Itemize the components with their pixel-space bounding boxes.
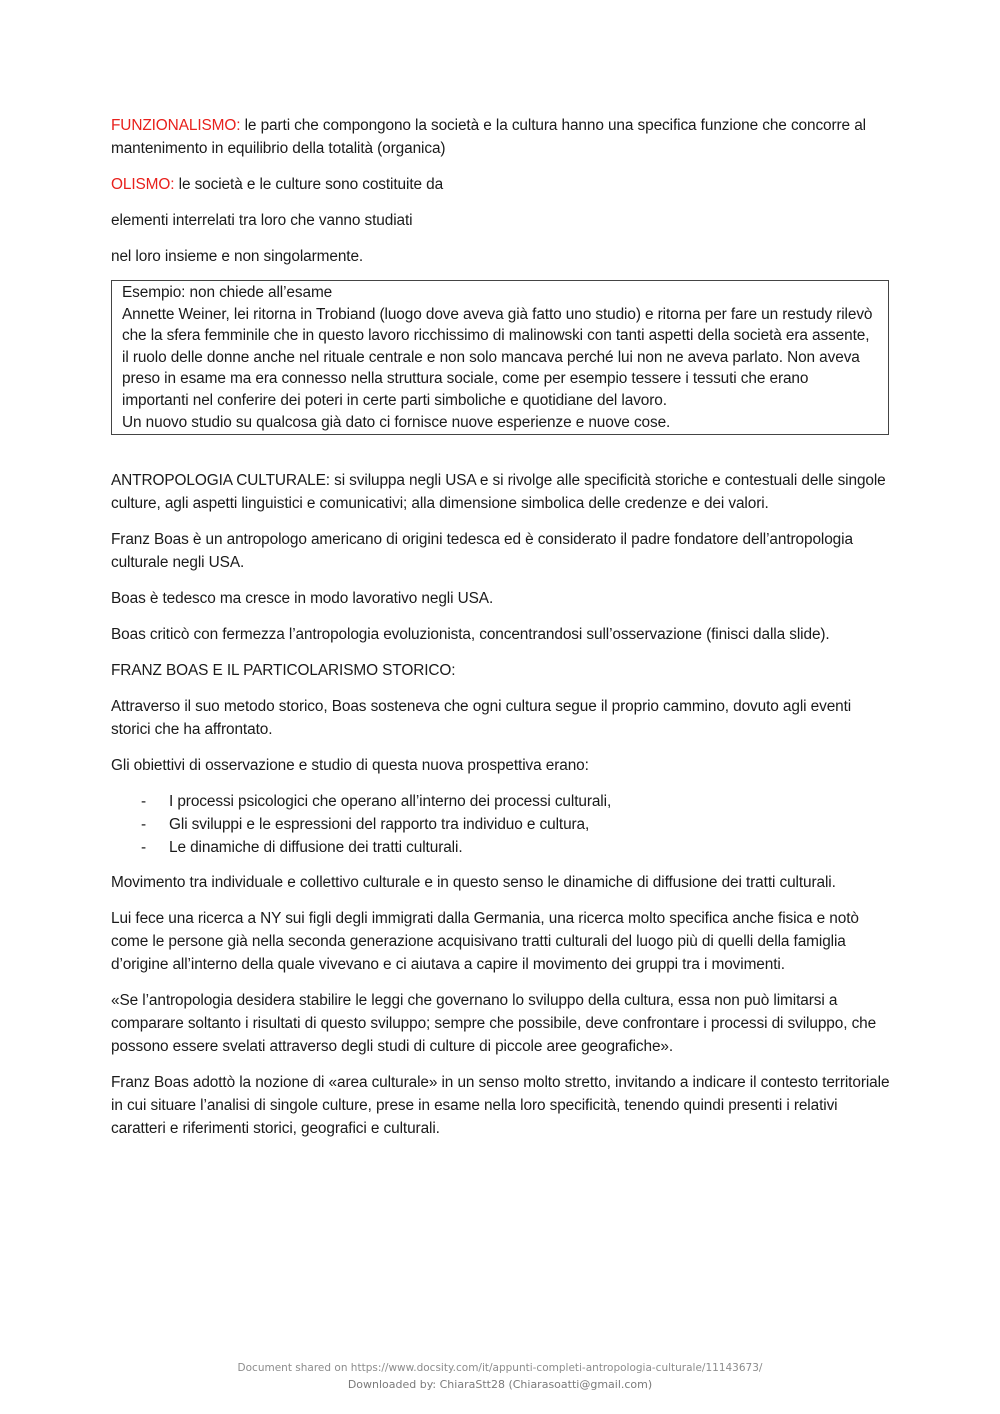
olismo-line-3: nel loro insieme e non singolarmente. xyxy=(111,248,364,265)
paragraph-metodo-storico: Attraverso il suo metodo storico, Boas sosteneva che ogni cultura segue il proprio cammino, dovuto agli eventi storici che ha affrontato. xyxy=(111,698,852,739)
example-box-heading: Esempio: non chiede all’esame xyxy=(122,284,333,301)
example-box-conclusion: Un nuovo studio su qualcosa già dato ci fornisce nuove esperienze e nuove cose. xyxy=(122,413,671,431)
paragraph-ricerca-ny: Lui fece una ricerca a NY sui figli degli immigrati dalla Germania, una ricerca molto specifica anche fisica e notò come le persone già nella seconda generazione acquisivano tratti culturali del luogo più di quelli della famiglia d’origine all’interno della quale vivevano e ci aiutava a capire il movimento dei gruppi tra i movimenti. xyxy=(111,910,859,974)
funzionalismo-paragraph xyxy=(111,114,891,160)
document-page xyxy=(111,114,891,1153)
paragraph-citazione: «Se l’antropologia desidera stabilire le leggi che governano lo sviluppo della cultura, essa non può limitarsi a comparare soltanto i risultati di questo sviluppo; sempre che possibile, deve confrontare i processi di sviluppo, che possono essere svelati attraverso degli studi di culture di piccole aree geografiche». xyxy=(111,992,877,1056)
olismo-line-2: elementi interrelati tra loro che vanno studiati xyxy=(111,212,413,229)
paragraph-boas-tedesco: Boas è tedesco ma cresce in modo lavorativo negli USA. xyxy=(111,590,494,608)
paragraph-movimento: Movimento tra individuale e collettivo culturale e in questo senso le dinamiche di diffusione dei tratti culturali. xyxy=(111,874,836,892)
example-box xyxy=(111,280,889,435)
example-box-body: Annette Weiner, lei ritorna in Trobiand (luogo dove aveva già fatto uno studio) e ritorna per fare un restudy rilevò che la sfera femminile che in questo lavoro ricchissimo di malinowski con tanti aspetti della società era assente, il ruolo delle donne anche nel rituale centrale e non solo mancava perché lui non ne aveva parlato. Non aveva preso in esame ma era connesso nella struttura sociale, come per esempio tessere i tessuti che erano importanti nel conferire dei poteri in certe parti simboliche e quotidiane del lavoro. xyxy=(122,305,873,409)
funzionalismo-term: FUNZIONALISMO: xyxy=(111,117,241,134)
footer-downloaded-by: Downloaded by: ChiaraStt28 (Chiarasoatti@gmail.com) xyxy=(347,1378,653,1391)
olismo-text: le società e le culture sono costituite da xyxy=(174,176,444,193)
paragraph-obiettivi: Gli obiettivi di osservazione e studio di questa nuova prospettiva erano: xyxy=(111,757,589,775)
funzionalismo-text: le parti che compongono la società e la cultura hanno una specifica funzione che concorre al mantenimento in equilibrio della totalità (organica) xyxy=(111,117,866,157)
objectives-list xyxy=(111,790,891,859)
list-item: - I processi psicologici che operano all’interno dei processi culturali, xyxy=(141,790,891,813)
olismo-paragraph xyxy=(111,173,891,196)
list-item: - Gli sviluppi e le espressioni del rapporto tra individuo e cultura, xyxy=(141,813,891,836)
paragraph-franz-boas: Franz Boas è un antropologo americano di origini tedesca ed è considerato il padre fondatore dell’antropologia culturale negli USA. xyxy=(111,531,853,572)
paragraph-area-culturale: Franz Boas adottò la nozione di «area culturale» in un senso molto stretto, invitando a indicare il contesto territoriale in cui situare l’analisi di singole culture, prese in esame nella loro specificità, tenendo quindi presenti i relativi caratteri e riferimenti storici, geografici e culturali. xyxy=(111,1074,890,1138)
paragraph-antropologia-culturale: ANTROPOLOGIA CULTURALE: si sviluppa negli USA e si rivolge alle specificità storiche e contestuali delle singole culture, agli aspetti linguistici e comunicativi; alla dimensione simbolica delle credenze e dei valori. xyxy=(111,472,886,513)
olismo-term: OLISMO: xyxy=(111,176,175,193)
paragraph-boas-critica: Boas criticò con fermezza l’antropologia evoluzionista, concentrandosi sull’osservazione (finisci dalla slide). xyxy=(111,626,830,644)
list-item: - Le dinamiche di diffusione dei tratti culturali. xyxy=(141,836,891,859)
section-heading-particolarismo: FRANZ BOAS E IL PARTICOLARISMO STORICO: xyxy=(111,662,456,680)
footer-shared-link[interactable]: Document shared on https://www.docsity.com/it/appunti-completi-antropologia-culturale/11143673/ xyxy=(237,1362,763,1374)
